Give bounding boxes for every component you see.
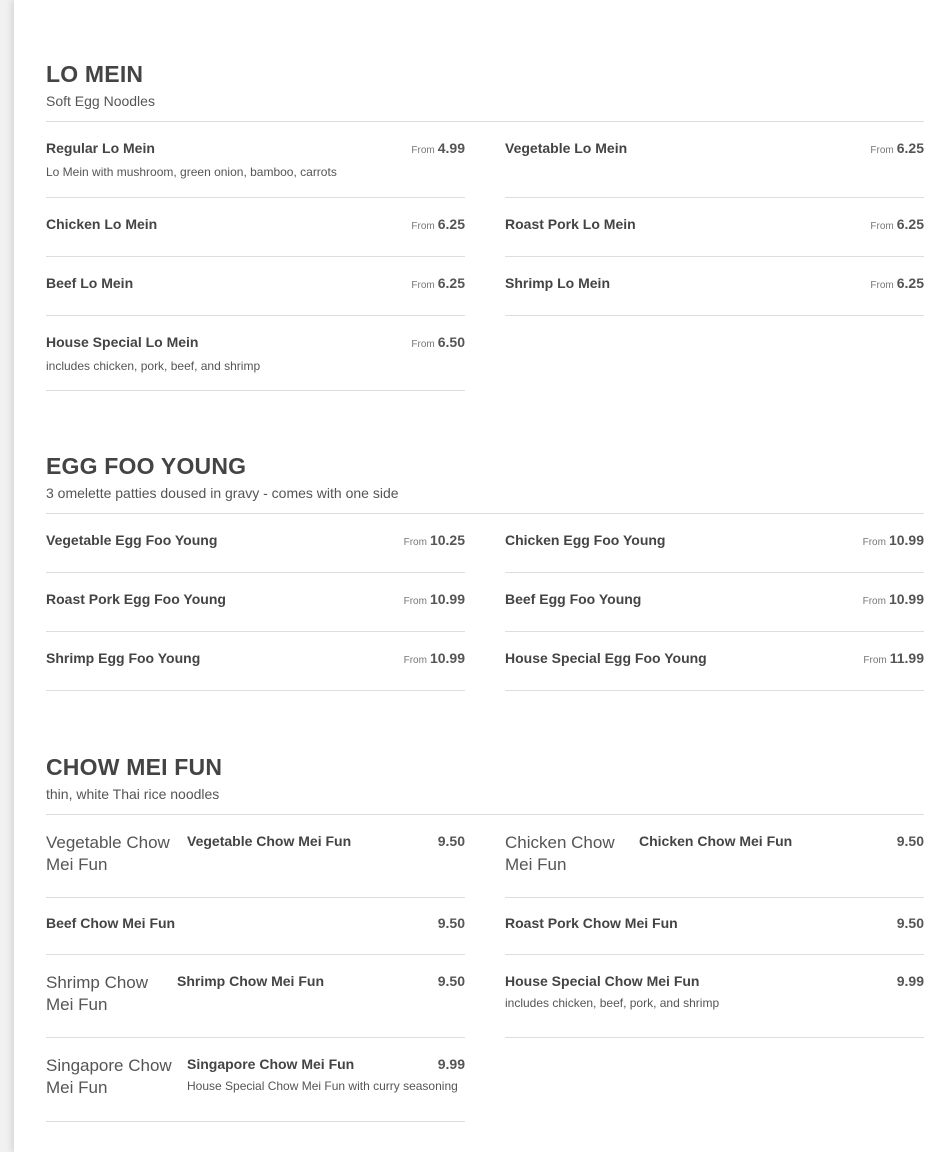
section-title: CHOW MEI FUN: [46, 754, 223, 780]
item-price: [411, 140, 465, 159]
menu-item-chicken-egg-foo-young[interactable]: [505, 514, 924, 573]
price-from-label: From: [411, 145, 435, 156]
item-price: [404, 532, 465, 551]
price-value: 6.25: [437, 275, 465, 291]
price-from-label: From: [862, 596, 886, 607]
menu-item-shrimp-chow-mei-fun[interactable]: [46, 955, 465, 1038]
item-name: Beef Lo Mein: [46, 275, 134, 291]
section-subtitle: 3 omelette patties doused in gravy - comes with one side: [46, 485, 399, 501]
item-price: 9.50: [896, 915, 924, 931]
menu-page: [14, 0, 950, 1152]
price-from-label: From: [863, 655, 887, 666]
menu-item-beef-egg-foo-young[interactable]: [505, 573, 924, 632]
item-price: 9.99: [896, 973, 924, 989]
price-value: 4.99: [437, 140, 465, 156]
price-from-label: From: [411, 280, 435, 291]
item-price: [863, 532, 924, 551]
menu-item-regular-lo-mein[interactable]: [46, 122, 465, 198]
price-value: 10.99: [888, 591, 924, 607]
item-description: House Special Chow Mei Fun with curry seasoning: [187, 1079, 458, 1093]
price-from-label: From: [403, 655, 427, 666]
menu-item-shrimp-egg-foo-young[interactable]: [46, 632, 465, 691]
menu-item-singapore-chow-mei-fun[interactable]: [46, 1038, 465, 1122]
item-description: Lo Mein with mushroom, green onion, bamboo, carrots: [46, 165, 337, 179]
price-from-label: From: [403, 537, 427, 548]
item-price: 9.99: [437, 1056, 465, 1072]
item-name: Singapore Chow Mei Fun: [187, 1056, 355, 1072]
price-from-label: From: [403, 596, 427, 607]
item-price: [404, 650, 465, 669]
price-from-label: From: [411, 221, 435, 232]
item-price: [863, 591, 924, 610]
item-name: Vegetable Chow Mei Fun: [187, 833, 352, 849]
menu-item-house-special-lo-mein[interactable]: [46, 316, 465, 391]
price-value: 6.25: [437, 216, 465, 232]
item-price: [411, 334, 465, 353]
item-name: Roast Pork Egg Foo Young: [46, 591, 226, 607]
item-price: 9.50: [896, 833, 924, 849]
section-egg-foo-young: [46, 452, 924, 666]
item-name: Chicken Chow Mei Fun: [639, 833, 793, 849]
section-subtitle: thin, white Thai rice noodles: [46, 786, 220, 802]
price-value: 10.25: [429, 532, 465, 548]
item-name: Chicken Lo Mein: [46, 216, 158, 232]
item-name: Chicken Egg Foo Young: [505, 532, 666, 548]
section-lo-mein: [46, 60, 924, 373]
item-price: [870, 275, 924, 294]
price-value: 6.50: [437, 334, 465, 350]
item-price: [404, 591, 465, 610]
item-name: Roast Pork Lo Mein: [505, 216, 636, 232]
menu-item-beef-chow-mei-fun[interactable]: [46, 898, 465, 955]
price-from-label: From: [870, 280, 894, 291]
item-price: 9.50: [437, 833, 465, 849]
section-title: LO MEIN: [46, 61, 144, 87]
item-image: Singapore Chow Mei Fun: [46, 1056, 172, 1097]
menu-item-chicken-chow-mei-fun[interactable]: [505, 815, 924, 898]
menu-item-shrimp-lo-mein[interactable]: [505, 257, 924, 316]
item-name: Shrimp Egg Foo Young: [46, 650, 201, 666]
price-from-label: From: [862, 537, 886, 548]
item-price: [870, 216, 924, 235]
item-price: [411, 275, 465, 294]
item-name: Regular Lo Mein: [46, 140, 155, 156]
item-description: includes chicken, pork, beef, and shrimp: [46, 359, 261, 373]
item-price: [870, 140, 924, 159]
price-from-label: From: [411, 339, 435, 350]
item-name: Beef Egg Foo Young: [505, 591, 642, 607]
menu-item-house-special-egg-foo-young[interactable]: [505, 632, 924, 691]
menu-item-vegetable-chow-mei-fun[interactable]: [46, 815, 465, 898]
price-value: 6.25: [896, 275, 924, 291]
item-name: Roast Pork Chow Mei Fun: [505, 915, 678, 931]
item-name: House Special Lo Mein: [46, 334, 199, 350]
price-value: 6.25: [896, 140, 924, 156]
item-price: 9.50: [437, 915, 465, 931]
section-title: EGG FOO YOUNG: [46, 453, 247, 479]
item-price: [863, 650, 924, 669]
menu-item-roast-pork-lo-mein[interactable]: [505, 198, 924, 257]
item-name: Vegetable Egg Foo Young: [46, 532, 218, 548]
price-from-label: From: [870, 221, 894, 232]
menu-item-roast-pork-chow-mei-fun[interactable]: [505, 898, 924, 955]
price-value: 10.99: [429, 591, 465, 607]
item-image: Vegetable Chow Mei Fun: [46, 833, 170, 874]
menu-item-roast-pork-egg-foo-young[interactable]: [46, 573, 465, 632]
price-value: 10.99: [888, 532, 924, 548]
menu-item-chicken-lo-mein[interactable]: [46, 198, 465, 257]
item-description: includes chicken, beef, pork, and shrimp: [505, 996, 720, 1010]
menu-item-vegetable-egg-foo-young[interactable]: [46, 514, 465, 573]
item-price: 9.50: [437, 973, 465, 989]
item-name: House Special Chow Mei Fun: [505, 973, 700, 989]
menu-item-house-special-chow-mei-fun[interactable]: [505, 955, 924, 1038]
price-value: 10.99: [429, 650, 465, 666]
item-name: Vegetable Lo Mein: [505, 140, 628, 156]
item-name: House Special Egg Foo Young: [505, 650, 707, 666]
item-name: Shrimp Chow Mei Fun: [177, 973, 324, 989]
section-subtitle: Soft Egg Noodles: [46, 93, 155, 109]
item-name: Shrimp Lo Mein: [505, 275, 610, 291]
item-image: Shrimp Chow Mei Fun: [46, 973, 149, 1014]
item-name: Beef Chow Mei Fun: [46, 915, 176, 931]
menu-item-beef-lo-mein[interactable]: [46, 257, 465, 316]
item-image: Chicken Chow Mei Fun: [505, 833, 615, 874]
menu-item-vegetable-lo-mein[interactable]: [505, 122, 924, 198]
price-from-label: From: [870, 145, 894, 156]
section-chow-mei-fun: [46, 753, 924, 1097]
item-price: [411, 216, 465, 235]
price-value: 11.99: [889, 650, 924, 666]
price-value: 6.25: [896, 216, 924, 232]
